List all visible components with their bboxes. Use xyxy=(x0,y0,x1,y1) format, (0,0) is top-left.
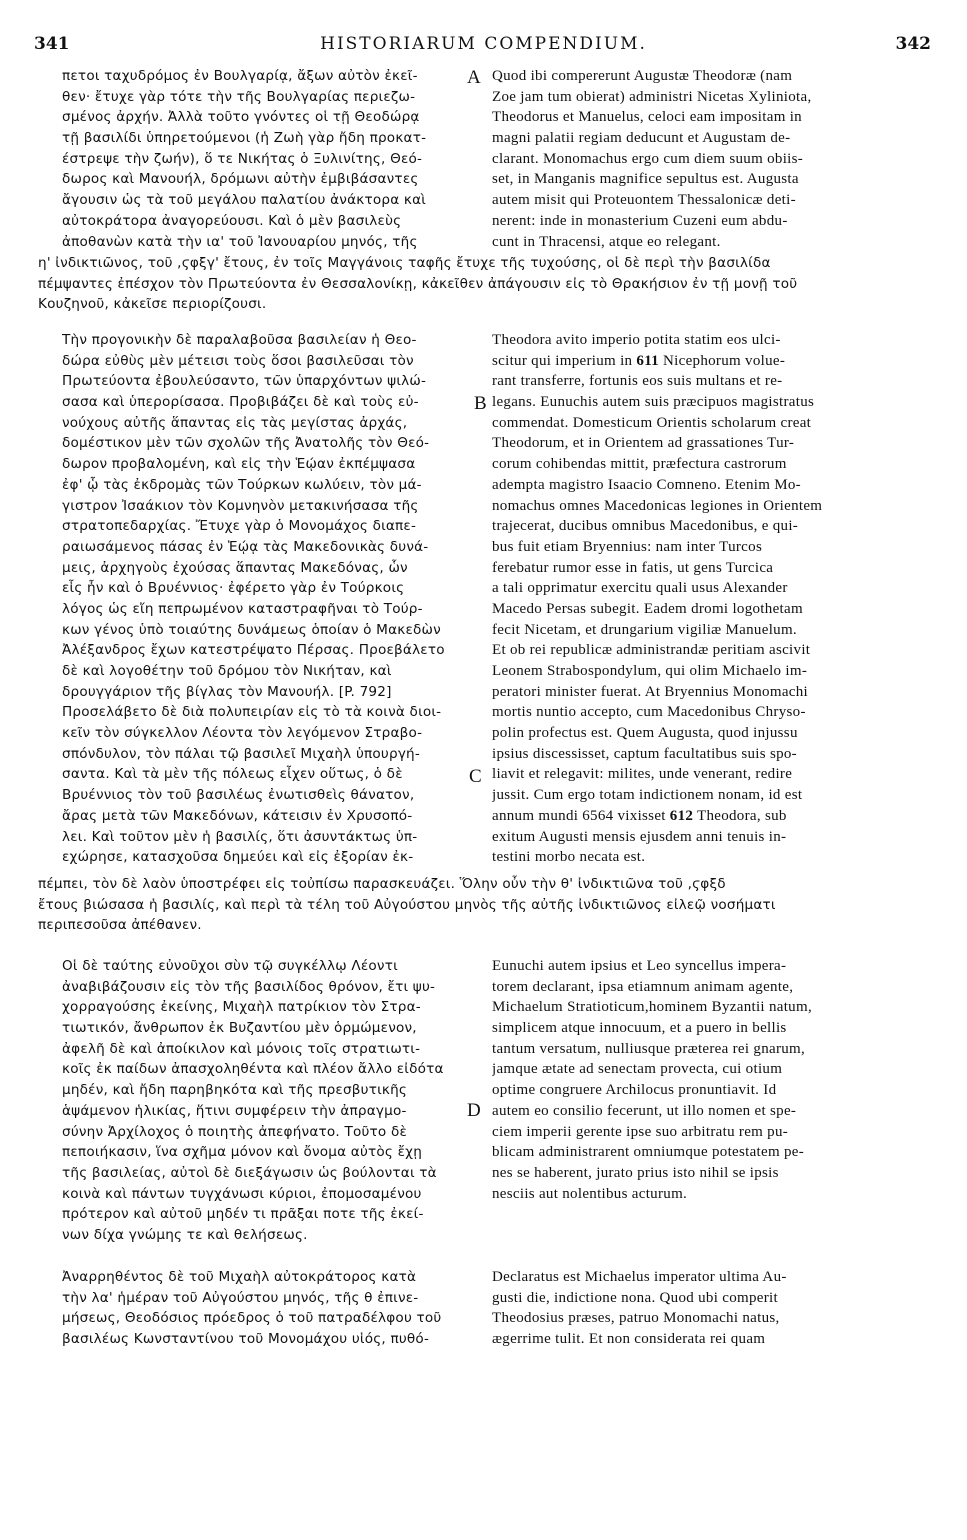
text-line: λει. Καὶ τοῦτον μὲν ἡ βασιλίς, ὅτι ἀσυντάκτως ὑπ- xyxy=(62,828,418,845)
text-line: Βρυέννιος τὸν τοῦ βασιλέως ἐνωτισθεὶς θάνατον, xyxy=(62,787,415,804)
text-line: legans. Eunuchis autem suis præcipuos magistratus xyxy=(492,394,815,411)
greek-column-p3 xyxy=(62,956,444,1246)
margin-marker-b: B xyxy=(474,393,487,414)
margin-marker-d: D xyxy=(467,1100,481,1121)
text-line: Προσελάβετο δὲ διὰ πολυπειρίαν εἰς τὸ τὰ κοινὰ διοι- xyxy=(62,704,442,721)
text-line: gusti die, indictione nona. Quod ubi comperit xyxy=(492,1289,778,1306)
greek-column-p4 xyxy=(62,1267,442,1350)
page-number-left: 341 xyxy=(34,34,70,54)
latin-column-p1 xyxy=(492,66,812,252)
text-line: corum cohibendas mittit, præfectura castrorum xyxy=(492,456,787,473)
text-line: ἐφ' ᾧ τὰς ἐκδρομὰς τῶν Τούρκων κωλύειν, τὸν μά- xyxy=(62,476,422,493)
greek-fullwidth-p2 xyxy=(38,874,776,936)
text-line: μηδέν, καὶ ἤδη παρηβηκότα καὶ τῆς πρεσβυτικῆς xyxy=(62,1082,408,1099)
text-line: στρατοπεδαρχίας. Ἔτυχε γὰρ ὁ Μονομάχος διαπε- xyxy=(62,518,417,535)
text-line: σασα καὶ ὑπερορίσασα. Προβιβάζει δὲ καὶ τοὺς εὐ- xyxy=(62,394,419,411)
text-line: clarant. Monomachus ergo cum diem suum obiis- xyxy=(492,150,804,167)
text-line: γιστρον Ἰσαάκιον τὸν Κομνηνὸν μετακινήσασα τῆς xyxy=(62,497,419,514)
text-line: Theodorum, et in Orientem ad grassationes Tur- xyxy=(492,435,795,452)
text-line: adempta magistro Isaacio Comneno. Etenim Mo- xyxy=(492,476,801,493)
text-line: bus fuit etiam Bryennius: nam inter Turcos xyxy=(492,538,763,555)
text-line: κοινὰ καὶ πάντων τυγχάνωσι κύριοι, ἐπομοσαμένου xyxy=(62,1185,422,1202)
text-line: Theodosius præses, patruo Monomachi natus, xyxy=(492,1310,780,1327)
running-header xyxy=(0,34,967,60)
text-line: σύνην Ἀρχίλοχος ὁ ποιητὴς ἀπεφήνατο. Τοῦτο δὲ xyxy=(62,1123,408,1140)
greek-column-p1 xyxy=(62,66,426,252)
text-line: autem misit qui Proteuontem Thessalonicæ deti- xyxy=(492,192,796,209)
text-line: χορραγούσης ἐκείνης, Μιχαὴλ πατρίκιον τὸν Στρα- xyxy=(62,999,421,1016)
latin-column-p4 xyxy=(492,1267,787,1350)
text-line: ἄρας μετὰ τῶν Μακεδόνων, κάτεισιν ἐν Χρυσοπό- xyxy=(62,807,413,824)
text-line: nesciis aut nolentibus acturum. xyxy=(492,1185,688,1202)
text-line: Et ob rei republicæ administrandæ peritiam ascivit xyxy=(492,642,811,659)
text-line: περιπεσοῦσα ἀπέθανεν. xyxy=(38,917,202,934)
text-line: fecit Nicetam, et drungarium vigiliæ Manuelum. xyxy=(492,621,797,638)
text-line: τὴν λα' ἡμέραν τοῦ Αὐγούστου μηνός, τῆς θ ἐπινε- xyxy=(62,1289,419,1306)
text-line: πέμψαντες ἐπέσχον τὸν Πρωτεύοντα ἐν Θεσσαλονίκῃ, κἀκεῖθεν ἀπάγουσιν εἰς τὸ Θρακήσιον ἐν τῇ μονῇ τοῦ xyxy=(38,275,798,292)
text-line: peratori minister fuerat. At Bryennius Monomachi xyxy=(492,683,808,700)
text-line: blicam administrarent omniumque potestatem pe- xyxy=(492,1144,805,1161)
text-line: Declaratus est Michaelus imperator ultima Au- xyxy=(492,1269,787,1285)
text-line: rant transferre, fortunis eos suis multans et re- xyxy=(492,373,783,390)
text-line: ἀφελῆ δὲ καὶ ἀποίκιλον καὶ μόνοις τοῖς στρατιωτι- xyxy=(62,1040,421,1057)
text-line: ἔτους βιώσασα ἡ βασιλίς, καὶ περὶ τὰ τέλη τοῦ Αὐγούστου μηνὸς τῆς αὐτῆς ἰνδικτιῶνος εἰλεῷ νοσήματι xyxy=(38,896,776,913)
page-number-right: 342 xyxy=(895,34,931,54)
text-line: nerent: inde in monasterium Cuzeni eum abdu- xyxy=(492,212,788,229)
text-line: πεποιήκασιν, ἵνα σχῆμα μόνον καὶ ὄνομα αὐτὸς ἔχῃ xyxy=(62,1144,423,1161)
text-line: testini morbo necata est. xyxy=(492,849,646,866)
text-line: Theodorus et Manuelus, celoci eam impositam in xyxy=(492,109,802,126)
text-line: αὐτοκράτορα ἀναγορεύουσι. Καὶ ὁ μὲν βασιλεὺς xyxy=(62,212,402,229)
margin-marker-c: C xyxy=(469,766,482,787)
text-line: Ἀλέξανδρος ἔχων κατεστρέψατο Πέρσας. Προεβάλετο xyxy=(62,642,445,659)
latin-column-p2 xyxy=(492,330,822,868)
text-line: ἀναβιβάζουσιν εἰς τὸν τῆς βασιλίδος θρόνον, ἔτι ψυ- xyxy=(62,978,436,995)
text-line: ἄγουσιν ὡς τὰ τοῦ μεγάλου παλατίου ἀνάκτορα καὶ xyxy=(62,192,427,209)
text-line: Theodora avito imperio potita statim eos ulci- xyxy=(492,332,781,348)
text-line: nomachus omnes Macedonicas legiones in Orientem xyxy=(492,497,823,514)
text-line: ferebatur rumor esse in fatis, ut gens Turcica xyxy=(492,559,774,576)
text-line: autem eo consilio fecerunt, ut illo nomen et spe- xyxy=(492,1102,797,1119)
text-line: τῆς βασιλείας, αὐτοὶ δὲ διεξάγωσιν ὡς βούλονται τὰ xyxy=(62,1164,437,1181)
text-line: ægerrime tulit. Et non considerata rei quam xyxy=(492,1331,766,1348)
text-line: η' ἰνδικτιῶνος, τοῦ ,ϛφξγ' ἔτους, ἐν τοῖς Μαγγάνοις ταφῆς ἔτυχε τῆς τυχούσης, οἱ δὲ περὶ τὴν βασιλίδα xyxy=(38,255,771,271)
text-line: ciem imperii gerente ipse suo arbitratu rem pu- xyxy=(492,1123,789,1140)
text-line: κων γένος ὑπὸ τοιαύτης δυνάμεως ὁποίαν ὁ Μακεδὼν xyxy=(62,621,441,638)
text-line: δωρος καὶ Μανουήλ, δρόμωνι αὐτὴν ἐμβιβάσαντες xyxy=(62,171,419,188)
text-line: liavit et relegavit: milites, unde venerant, redire xyxy=(492,766,793,783)
text-line: δώρα εὐθὺς μὲν μέτεισι τοὺς ὅσοι βασιλεῦσαι τὸν xyxy=(62,352,414,369)
text-line: μεις, ἀρχηγοὺς ἐχούσας ἅπαντας Μακεδόνας, ὧν xyxy=(62,559,408,576)
text-line: Τὴν προγονικὴν δὲ παραλαβοῦσα βασιλείαν ἡ Θεο- xyxy=(62,332,417,348)
text-line: μήσεως, Θεοδόσιος πρόεδρος ὁ τοῦ πατραδέλφου τοῦ xyxy=(62,1310,442,1327)
text-line: ραιωσάμενος πάσας ἐν Ἑῴᾳ τὰς Μακεδονικὰς δυνά- xyxy=(62,538,429,555)
text-line: torem declarant, ipsa etiamnum animam agente, xyxy=(492,978,794,995)
text-line: Leonem Strabospondylum, qui olim Michaelo im- xyxy=(492,663,808,679)
text-line: Οἱ δὲ ταύτης εὐνοῦχοι σὺν τῷ συγκέλλῳ Λέοντι xyxy=(62,958,398,974)
text-line: δρουγγάριον τῆς βίγλας τὸν Μανουήλ. [P. 792] xyxy=(62,683,392,700)
text-line: commendat. Domesticum Orientis scholarum creat xyxy=(492,414,812,431)
text-line: δομέστικον μὲν τῶν σχολῶν τῆς Ἀνατολῆς τὸν Θεό- xyxy=(62,435,430,452)
text-line: εχώρησε, κατασχοῦσα δημεύει καὶ εἰς ἐξορίαν ἐκ- xyxy=(62,849,414,866)
text-line: Ἀναρρηθέντος δὲ τοῦ Μιχαὴλ αὐτοκράτορος κατὰ xyxy=(62,1269,417,1285)
text-line: λόγος ὡς εἴη πεπρωμένον καταστραφῆναι τὸ Τούρ- xyxy=(62,600,423,617)
text-line: δωρον προβαλομένη, καὶ εἰς τὴν Ἑῴαν ἐκπέμψασα xyxy=(62,456,416,473)
text-line: τιωτικόν, ἄνθρωπον ἐκ Βυζαντίου μὲν ὁρμώμενον, xyxy=(62,1020,417,1037)
text-line: optime congruere Archilocus pronuntiavit. Id xyxy=(492,1082,777,1099)
margin-marker-a: A xyxy=(467,67,481,88)
greek-fullwidth-p1 xyxy=(38,253,797,315)
text-line: σπόνδυλον, τὸν πάλαι τῷ βασιλεῖ Μιχαὴλ ὑπουργή- xyxy=(62,745,420,762)
text-line: θεν· ἔτυχε γὰρ τότε τὴν τῆς Βουλγαρίας περιεζω- xyxy=(62,88,416,105)
latin-column-p3 xyxy=(492,956,812,1204)
text-line: σαντα. Καὶ τὰ μὲν τῆς πόλεως εἶχεν οὕτως, ὁ δὲ xyxy=(62,766,403,783)
text-line: δὲ καὶ λογοθέτην τοῦ δρόμου τὸν Νικήταν, καὶ xyxy=(62,663,392,679)
text-line: set, in Manganis magnifice sepultus est. Augusta xyxy=(492,171,799,188)
text-line: κεῖν τὸν σύγκελλον Λέοντα τὸν λεγόμενον Στραβο- xyxy=(62,725,423,742)
text-line: εἷς ἦν καὶ ὁ Βρυέννιος· ἐφέρετο γὰρ ἐν Τούρκοις xyxy=(62,580,405,597)
text-line: ἀποθανὼν κατὰ τὴν ια' τοῦ Ἰανουαρίου μηνός, τῆς xyxy=(62,233,418,250)
text-line: νούχους αὐτῆς ἅπαντας εἰς τὰς μεγίστας ἀρχάς, xyxy=(62,414,408,431)
text-line: ἁψάμενον ἡλικίας, ἥτινι συμφέρειν τὴν ἀπραγμο- xyxy=(62,1102,407,1119)
text-line: κοῖς ἐκ παίδων ἀπασχοληθέντα καὶ πλέον ἄλλο εἰδότα xyxy=(62,1061,444,1078)
text-line: exitum Augusti mensis ejusdem anni tenuis in- xyxy=(492,828,787,845)
text-line: έστρεψε τὴν ζωήν), ὅ τε Νικήτας ὁ Ξυλινίτης, Θεό- xyxy=(62,150,423,167)
text-line: Πρωτεύοντα ἐβουλεύσαντο, τῶν ὑπαρχόντων ψιλώ- xyxy=(62,373,427,390)
text-line: τῇ βασιλίδι ὑπηρετούμενοι (ἡ Ζωὴ γὰρ ἤδη προκατ- xyxy=(62,130,427,147)
text-line: jussit. Cum ergo totam indictionem nonam, id est xyxy=(492,787,803,804)
text-line: mortis nuntio accepto, cum Macedonibus Chryso- xyxy=(492,704,806,721)
text-line: Macedo Persas subegit. Eadem dromi logothetam xyxy=(492,600,803,617)
running-title: HISTORIARUM COMPENDIUM. xyxy=(320,34,647,54)
text-line: annum mundi 6564 vixisset 612 Theodora, sub xyxy=(492,807,787,824)
text-line: ipsius discessisset, captum facultatibus suis spo- xyxy=(492,745,797,762)
text-line: Eunuchi autem ipsius et Leo syncellus impera- xyxy=(492,958,787,974)
text-line: trajecerat, ducibus omnibus Macedonibus, e qui- xyxy=(492,518,799,535)
text-line: πρότερον καὶ αὐτοῦ μηδέν τι πρᾶξαι ποτε τῆς ἐκεί- xyxy=(62,1206,424,1223)
greek-column-p2 xyxy=(62,330,445,868)
text-line: nes se haberent, jurato prius isto nihil se ipsis xyxy=(492,1164,779,1181)
text-line: πέμπει, τὸν δὲ λαὸν ὑποστρέφει εἰς τοὐπίσω παρασκευάζει. Ὅλην οὖν τὴν θ' ἰνδικτιῶνα τοῦ ,ϛφξδ xyxy=(38,876,726,892)
text-line: βασιλέως Κωνσταντίνου τοῦ Μονομάχου υἱός, πυθό- xyxy=(62,1331,430,1348)
text-line: νων δίχα γνώμης τε καὶ θελήσεως. xyxy=(62,1226,308,1243)
text-line: tantum versatum, nulliusque præterea rei gnarum, xyxy=(492,1040,806,1057)
text-line: polin profectus est. Quem Augusta, quod injussu xyxy=(492,725,798,742)
text-line: magni palatii regiam deducunt et Augustam de- xyxy=(492,130,791,147)
text-line: Quod ibi compererunt Augustæ Theodoræ (nam xyxy=(492,68,793,84)
text-line: Zoe jam tum obierat) administri Nicetas Xyliniota, xyxy=(492,88,812,105)
text-line: jamque ætate ad senectam provecta, cui otium xyxy=(492,1061,783,1078)
text-line: πετοι ταχυδρόμος ἐν Βουλγαρίᾳ, ἄξων αὐτὸν ἐκεῖ- xyxy=(62,68,418,84)
text-line: cunt in Thracensi, atque eo relegant. xyxy=(492,233,721,250)
text-line: scitur qui imperium in 611 Nicephorum volue- xyxy=(492,352,786,369)
text-line: simplicem atque innocuum, et a puero in bellis xyxy=(492,1020,787,1037)
text-line: Michaelum Stratioticum,hominem Byzantii natum, xyxy=(492,999,812,1016)
text-line: Κουζηνοῦ, κἀκεῖσε περιορίζουσι. xyxy=(38,296,267,313)
text-line: a tali opprimatur exercitu quali usus Alexander xyxy=(492,580,788,597)
text-line: σμένος ἀρχήν. Ἀλλὰ τοῦτο γνόντες οἱ τῇ Θεοδώρᾳ xyxy=(62,109,420,126)
